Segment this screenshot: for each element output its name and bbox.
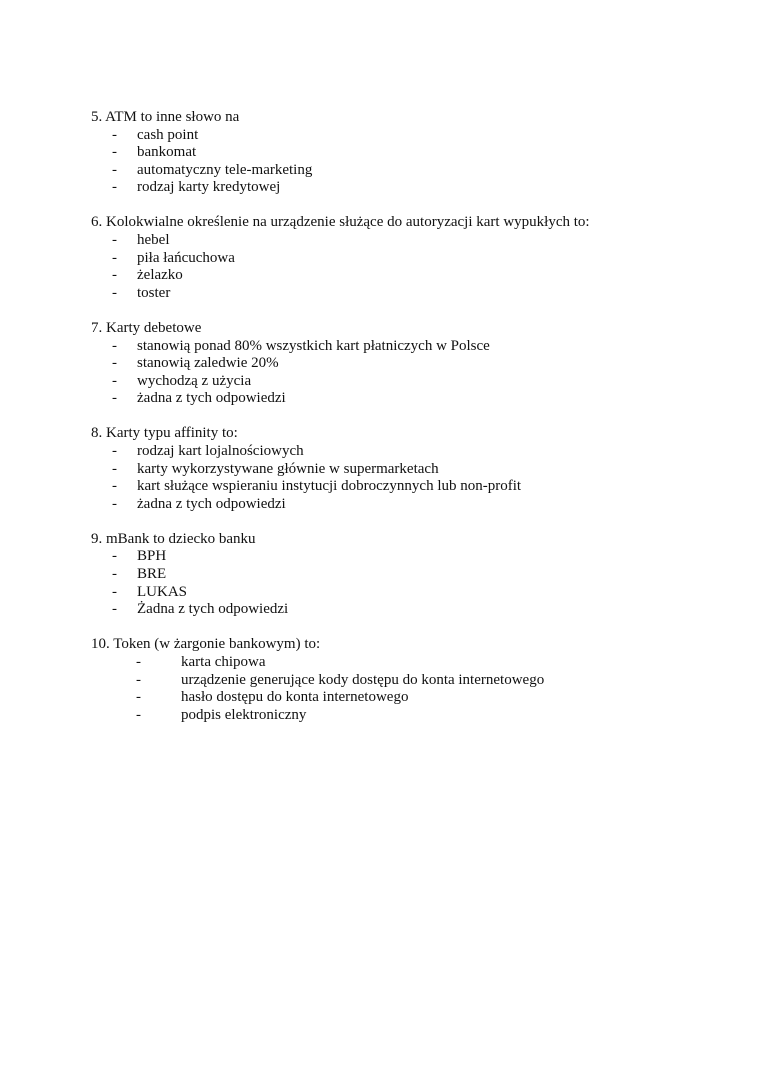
answer-text: toster xyxy=(137,284,171,301)
bullet-dash: - xyxy=(136,653,141,670)
answer-option xyxy=(91,461,711,479)
question-6 xyxy=(91,214,711,302)
answer-text: bankomat xyxy=(137,144,197,161)
quiz-content xyxy=(91,109,711,742)
answer-option xyxy=(91,250,711,268)
bullet-dash: - xyxy=(112,372,117,389)
question-text: 10. Token (w żargonie bankowym) to: xyxy=(91,636,321,653)
answer-text: żelazko xyxy=(137,267,183,284)
answer-option xyxy=(91,162,711,180)
bullet-dash: - xyxy=(112,601,117,618)
answer-option xyxy=(91,232,711,250)
answer-option xyxy=(91,267,711,285)
answer-option xyxy=(91,584,711,602)
bullet-dash: - xyxy=(112,355,117,372)
bullet-dash: - xyxy=(112,267,117,284)
answer-text: podpis elektroniczny xyxy=(181,706,307,723)
answer-text: stanowią ponad 80% wszystkich kart płatniczych w Polsce xyxy=(137,337,490,354)
bullet-dash: - xyxy=(112,548,117,565)
answer-option xyxy=(91,285,711,303)
answer-option xyxy=(91,654,711,672)
answer-text: kart służące wspieraniu instytucji dobroczynnych lub non-profit xyxy=(137,478,522,495)
bullet-dash: - xyxy=(112,566,117,583)
answer-option xyxy=(91,338,711,356)
answer-option xyxy=(91,373,711,391)
bullet-dash: - xyxy=(136,689,141,706)
question-text: 8. Karty typu affinity to: xyxy=(91,425,238,442)
answer-text: BRE xyxy=(137,566,167,583)
answer-option xyxy=(91,478,711,496)
question-text: 9. mBank to dziecko banku xyxy=(91,530,256,547)
question-8 xyxy=(91,425,711,513)
bullet-dash: - xyxy=(112,249,117,266)
question-7 xyxy=(91,320,711,408)
bullet-dash: - xyxy=(112,232,117,249)
answer-text: cash point xyxy=(137,126,199,143)
answer-option xyxy=(91,672,711,690)
answer-text: hebel xyxy=(137,232,170,249)
answer-text: BPH xyxy=(137,548,167,565)
answer-option xyxy=(91,443,711,461)
question-text: 6. Kolokwialne określenie na urządzenie służące do autoryzacji kart wypukłych to: xyxy=(91,214,590,231)
answer-option xyxy=(91,689,711,707)
answer-option xyxy=(91,496,711,514)
question-text: 7. Karty debetowe xyxy=(91,319,202,336)
question-5 xyxy=(91,109,711,197)
answer-option xyxy=(91,127,711,145)
answer-text: karty wykorzystywane głównie w supermarketach xyxy=(137,460,439,477)
answer-option xyxy=(91,390,711,408)
question-9 xyxy=(91,531,711,619)
answer-text: hasło dostępu do konta internetowego xyxy=(181,689,409,706)
answer-text: automatyczny tele-marketing xyxy=(137,161,313,178)
bullet-dash: - xyxy=(112,583,117,600)
answer-option xyxy=(91,179,711,197)
answer-text: wychodzą z użycia xyxy=(137,372,252,389)
answer-option xyxy=(91,601,711,619)
bullet-dash: - xyxy=(112,179,117,196)
bullet-dash: - xyxy=(112,144,117,161)
answer-option xyxy=(91,707,711,725)
bullet-dash: - xyxy=(136,671,141,688)
bullet-dash: - xyxy=(112,478,117,495)
bullet-dash: - xyxy=(112,161,117,178)
answer-text: urządzenie generujące kody dostępu do konta internetowego xyxy=(181,671,545,688)
answer-option xyxy=(91,566,711,584)
answer-text: karta chipowa xyxy=(181,653,266,670)
answer-option xyxy=(91,355,711,373)
answer-option xyxy=(91,548,711,566)
bullet-dash: - xyxy=(112,284,117,301)
bullet-dash: - xyxy=(112,443,117,459)
question-text: 5. ATM to inne słowo na xyxy=(91,109,240,125)
bullet-dash: - xyxy=(112,337,117,354)
question-10 xyxy=(91,636,711,724)
answer-text: żadna z tych odpowiedzi xyxy=(137,495,286,512)
answer-option xyxy=(91,144,711,162)
bullet-dash: - xyxy=(112,460,117,477)
answer-text: rodzaj karty kredytowej xyxy=(137,179,281,196)
answer-text: LUKAS xyxy=(137,583,188,600)
bullet-dash: - xyxy=(112,126,117,143)
answer-text: stanowią zaledwie 20% xyxy=(137,355,279,372)
bullet-dash: - xyxy=(136,706,141,723)
bullet-dash: - xyxy=(112,390,117,407)
bullet-dash: - xyxy=(112,495,117,512)
answer-text: Żadna z tych odpowiedzi xyxy=(137,601,289,618)
answer-text: żadna z tych odpowiedzi xyxy=(137,390,286,407)
answer-text: rodzaj kart lojalnościowych xyxy=(137,443,304,459)
answer-text: piła łańcuchowa xyxy=(137,249,235,266)
